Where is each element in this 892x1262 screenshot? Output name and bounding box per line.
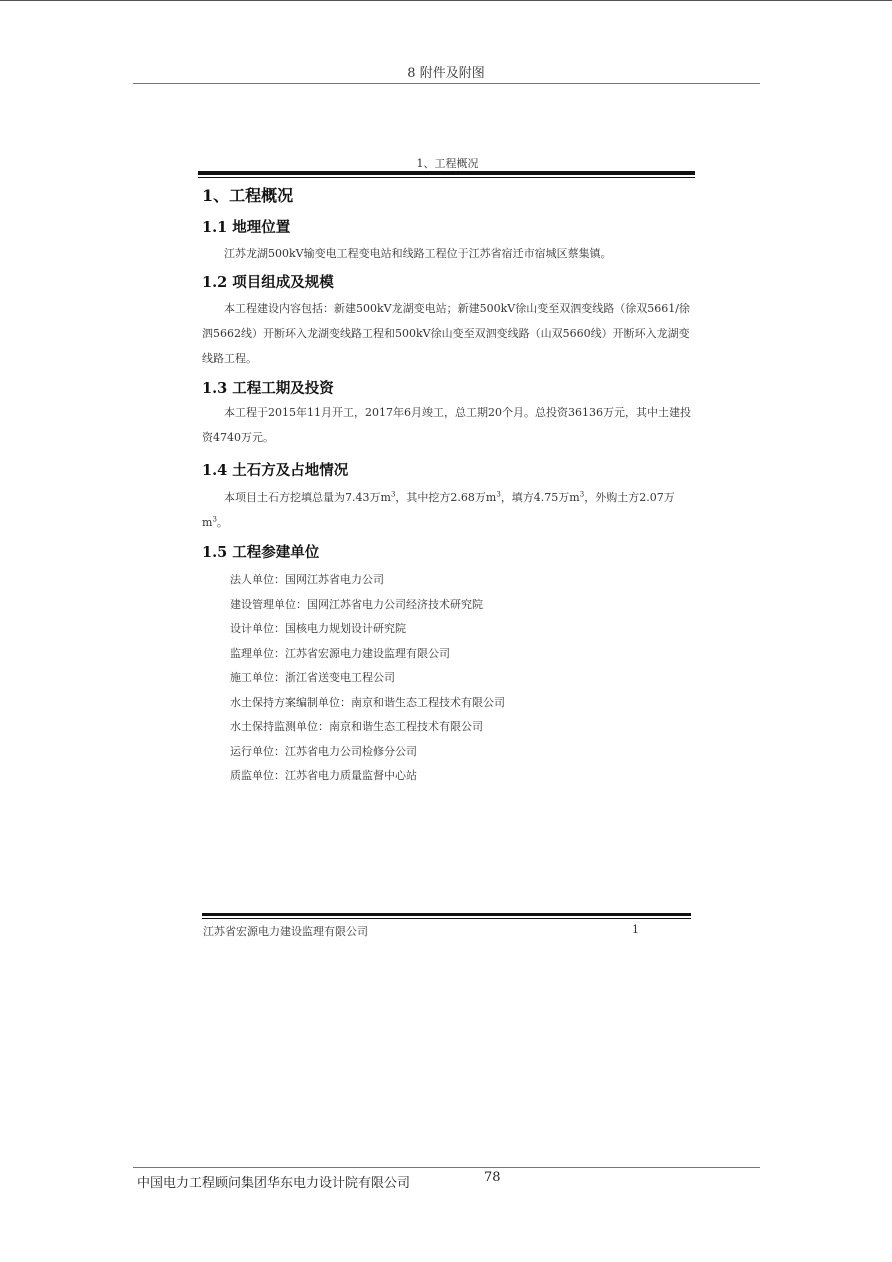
participant-unit: 水土保持监测单位：南京和谐生态工程技术有限公司 bbox=[230, 720, 483, 733]
outer-footer-page-number: 78 bbox=[484, 1170, 501, 1185]
main-heading: 1、工程概况 bbox=[202, 186, 294, 205]
outer-footer-company: 中国电力工程顾问集团华东电力设计院有限公司 bbox=[137, 1176, 411, 1191]
section-text-location: 江苏龙湖500kV输变电工程变电站和线路工程位于江苏省宿迁市宿城区蔡集镇。 bbox=[224, 247, 612, 260]
inner-footer-company: 江苏省宏源电力建设监理有限公司 bbox=[203, 925, 368, 938]
section-text-composition: 本工程建设内容包括：新建500kV龙湖变电站；新建500kV徐山变至双泗变线路（徐双5661/徐泗5662线）开断环入龙湖变线路工程和500kV徐山变至双泗变线路（山双5660线）开断环入龙湖变线路工程。 bbox=[202, 302, 690, 365]
participant-unit: 监理单位：江苏省宏源电力建设监理有限公司 bbox=[230, 647, 450, 660]
section-text-earthwork: 本项目土石方挖填总量为7.43万$m^3$，其中挖方2.68万$m^3$，填方4.75万$m^3$，外购土方2.07万$m^3$。 bbox=[202, 490, 675, 529]
section-text-schedule: 本工程于2015年11月开工，2017年6月竣工，总工期20个月。总投资36136万元，其中土建投资4740万元。 bbox=[202, 406, 691, 444]
inner-footer-page-number: 1 bbox=[632, 923, 639, 936]
outer-page-header: 8 附件及附图 bbox=[407, 66, 485, 81]
section-heading-earthwork: 1.4 土石方及占地情况 bbox=[202, 462, 349, 479]
inner-running-title: 1、工程概况 bbox=[416, 157, 479, 170]
participant-unit: 水土保持方案编制单位：南京和谐生态工程技术有限公司 bbox=[230, 696, 505, 709]
inner-footer-rule-thin bbox=[202, 918, 691, 919]
inner-footer-rule-thick bbox=[202, 913, 691, 916]
inner-header-rule-thin bbox=[198, 177, 695, 178]
top-border bbox=[0, 0, 892, 1]
participant-unit: 质监单位：江苏省电力质量监督中心站 bbox=[230, 769, 417, 782]
outer-header-rule bbox=[133, 83, 760, 84]
participant-unit: 设计单位：国核电力规划设计研究院 bbox=[230, 622, 406, 635]
section-heading-location: 1.1 地理位置 bbox=[202, 219, 291, 236]
participant-unit: 建设管理单位：国网江苏省电力公司经济技术研究院 bbox=[230, 598, 483, 611]
participant-unit: 运行单位：江苏省电力公司检修分公司 bbox=[230, 745, 417, 758]
section-heading-participants: 1.5 工程参建单位 bbox=[202, 544, 320, 561]
section-heading-schedule: 1.3 工程工期及投资 bbox=[202, 380, 334, 397]
section-heading-composition: 1.2 项目组成及规模 bbox=[202, 274, 334, 291]
participant-unit: 法人单位：国网江苏省电力公司 bbox=[230, 573, 384, 586]
inner-header-rule-thick bbox=[198, 171, 695, 175]
participant-unit: 施工单位：浙江省送变电工程公司 bbox=[230, 671, 395, 684]
outer-footer-rule bbox=[133, 1167, 760, 1168]
